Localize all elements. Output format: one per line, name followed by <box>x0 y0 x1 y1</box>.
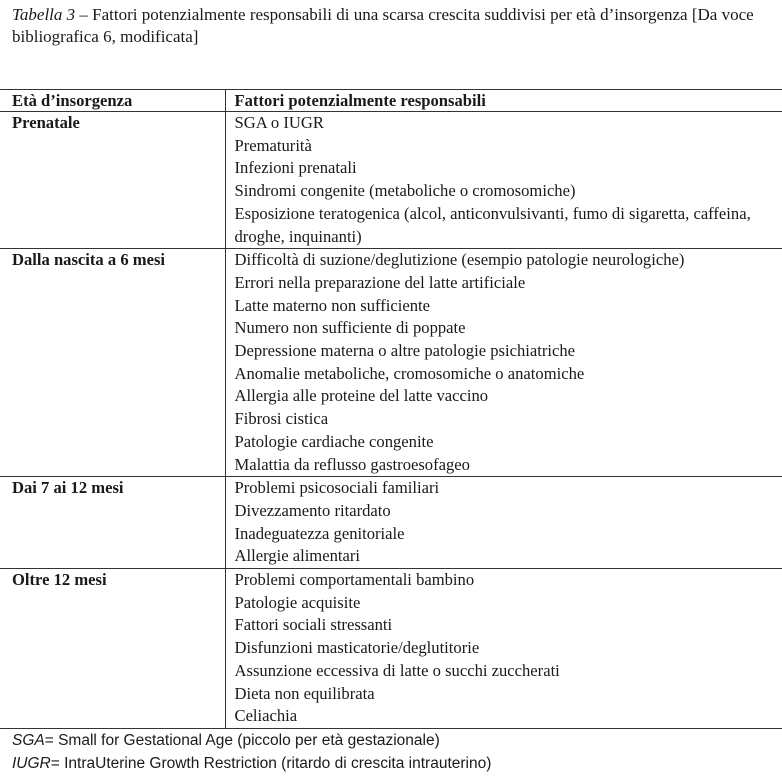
factor-item: Malattia da reflusso gastroesofageo <box>234 454 470 474</box>
factor-item: Allergia alle proteine del latte vaccino <box>234 386 489 406</box>
table-row <box>0 477 782 569</box>
footnote-text: = Small for Gestational Age (piccolo per età gestazionale) <box>44 732 440 749</box>
factor-item: SGA o IUGR <box>234 113 324 132</box>
factor-item: Allergie alimentari <box>234 546 360 566</box>
factor-item: Numero non sufficiente di poppate <box>234 318 466 338</box>
age-cell: Oltre 12 mesi <box>0 569 225 729</box>
factor-item: Latte materno non sufficiente <box>234 295 431 315</box>
footnote-sga <box>12 730 440 752</box>
factor-item: Assunzione eccessiva di latte o succhi zuccherati <box>234 660 560 680</box>
footnote-text: = IntraUterine Growth Restriction (ritardo di crescita intrauterino) <box>50 755 492 772</box>
factor-item: Esposizione teratogenica (alcol, anticonvulsivanti, fumo di sigaretta, caffeina, droghe, inquinanti) <box>234 203 751 246</box>
factor-item: Patologie acquisite <box>234 592 361 612</box>
table-row <box>0 249 782 477</box>
factor-item: Difficoltà di suzione/deglutizione (esempio patologie neurologiche) <box>234 250 685 270</box>
factor-item: Patologie cardiache congenite <box>234 431 434 451</box>
factor-item: Inadeguatezza genitoriale <box>234 523 405 543</box>
footnote-abbr: SGA <box>12 732 45 749</box>
factors-cell <box>225 569 782 729</box>
table-header-row <box>0 90 782 112</box>
factor-item: Anomalie metaboliche, cromosomiche o anatomiche <box>234 363 585 383</box>
factor-item: Fattori sociali stressanti <box>234 615 393 635</box>
factor-item: Infezioni prenatali <box>234 158 357 178</box>
factor-item: Depressione materna o altre patologie psichiatriche <box>234 341 575 361</box>
caption-label: Tabella 3 <box>12 5 76 24</box>
age-cell: Prenatale <box>0 112 225 249</box>
caption-text: – Fattori potenzialmente responsabili di una scarsa crescita suddivisi per età d’insorgenza [Da voce bibliografica 6, modificata] <box>12 5 754 46</box>
factor-item: Divezzamento ritardato <box>234 500 391 520</box>
age-cell: Dalla nascita a 6 mesi <box>0 249 225 477</box>
header-factors: Fattori potenzialmente responsabili <box>225 90 782 112</box>
factor-item: Problemi psicosociali familiari <box>234 478 440 498</box>
factor-item: Prematurità <box>234 135 312 155</box>
table-caption <box>12 4 778 48</box>
footnote-iugr <box>12 753 491 775</box>
factor-item: Dieta non equilibrata <box>234 683 375 703</box>
header-age: Età d’insorgenza <box>0 90 225 112</box>
age-cell: Dai 7 ai 12 mesi <box>0 477 225 569</box>
table-row <box>0 569 782 729</box>
factor-item: Celiachia <box>234 706 298 726</box>
factor-item: Errori nella preparazione del latte artificiale <box>234 272 526 292</box>
footnote-abbr: IUGR <box>12 755 51 772</box>
table-row <box>0 112 782 249</box>
factors-cell <box>225 477 782 569</box>
factor-item: Sindromi congenite (metaboliche o cromosomiche) <box>234 181 576 201</box>
factor-item: Disfunzioni masticatorie/deglutitorie <box>234 638 480 658</box>
factor-item: Problemi comportamentali bambino <box>234 570 475 590</box>
growth-factors-table <box>0 89 782 729</box>
factor-item: Fibrosi cistica <box>234 409 329 429</box>
factors-cell <box>225 112 782 249</box>
factors-cell <box>225 249 782 477</box>
